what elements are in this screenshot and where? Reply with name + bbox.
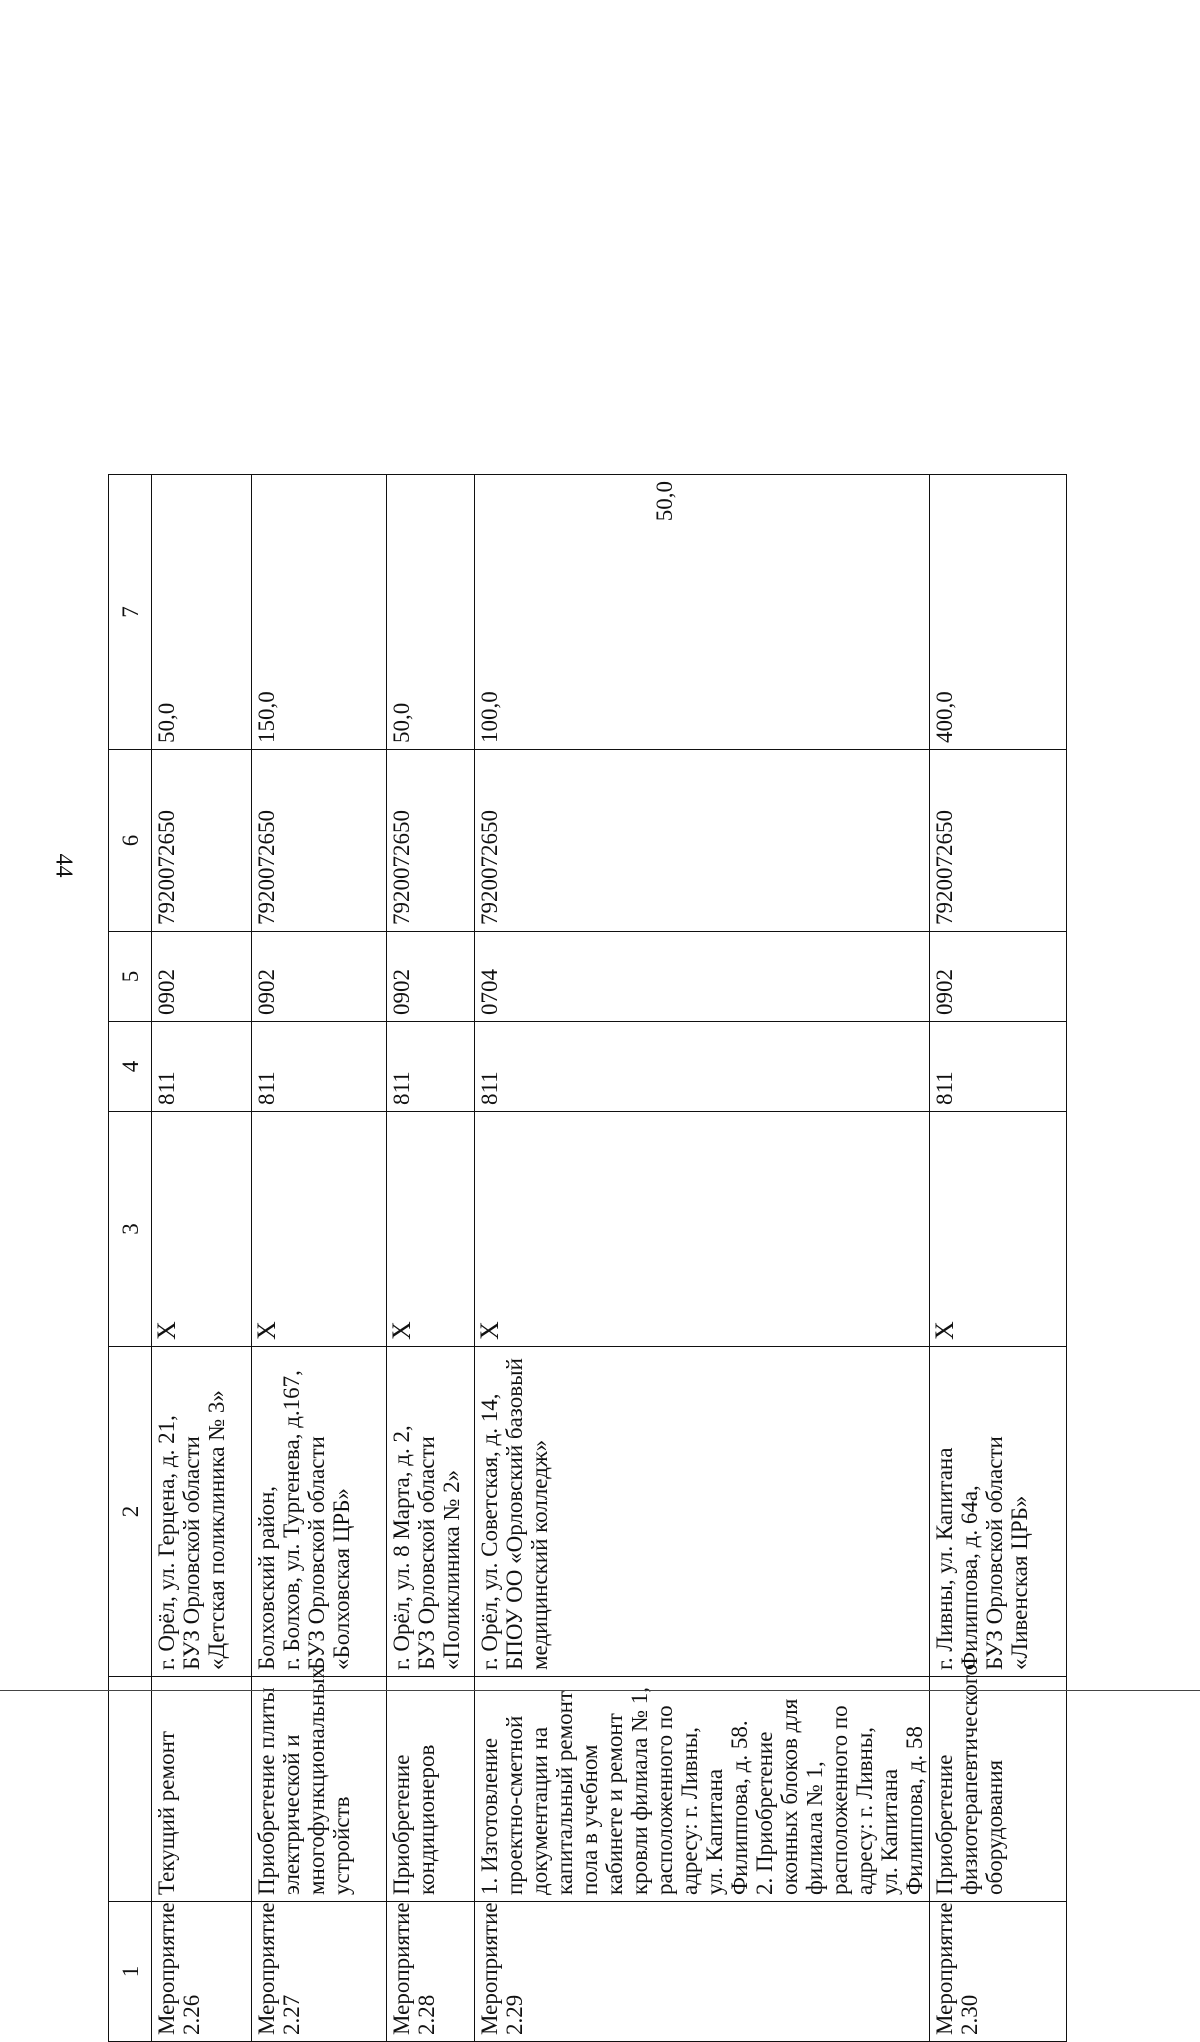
col3-cell: Х [475, 1112, 930, 1347]
col6-cell: 7920072650 [475, 750, 930, 932]
col7-cell [152, 475, 252, 750]
table-row [387, 475, 475, 2042]
col4-cell: 811 [387, 1022, 475, 1112]
header-cell-6: 6 [109, 750, 152, 932]
table-row [252, 475, 387, 2042]
col6-cell: 7920072650 [152, 750, 252, 932]
col4-cell: 811 [475, 1022, 930, 1112]
measures-table [108, 474, 1067, 2042]
header-cell-3: 3 [109, 1112, 152, 1347]
col7-value: 50,0 [389, 702, 414, 743]
address-cell: г. Ливны, ул. Капитана Филиппова, д. 64а, БУЗ Орловской области «Ливенская ЦРБ» [930, 1347, 1067, 1677]
col5-cell: 0902 [387, 932, 475, 1022]
col6-cell: 7920072650 [252, 750, 387, 932]
header-cell-5: 5 [109, 932, 152, 1022]
page-edge-line [0, 1690, 1200, 1691]
event-cell: Мероприятие 2.29 [475, 1902, 930, 2042]
event-cell: Мероприятие 2.28 [387, 1902, 475, 2042]
header-cell-7: 7 [109, 475, 152, 750]
work-cell: Приобретение плиты электрической и многофункциональных устройств [252, 1677, 387, 1902]
table-row [152, 475, 252, 2042]
work-cell: Приобретение кондиционеров [387, 1677, 475, 1902]
col4-cell: 811 [152, 1022, 252, 1112]
address-cell: г. Орёл, ул. 8 Марта, д. 2, БУЗ Орловской области «Поликлиника № 2» [387, 1347, 475, 1677]
col7-value: 400,0 [932, 691, 957, 743]
table-row [930, 475, 1067, 2042]
col7-value: 50,0 [154, 702, 179, 743]
col5-cell: 0902 [252, 932, 387, 1022]
event-cell: Мероприятие 2.26 [152, 1902, 252, 2042]
col4-cell: 811 [930, 1022, 1067, 1112]
header-row [109, 475, 152, 2042]
col7-cell [387, 475, 475, 750]
col7-value: 100,0 [477, 691, 502, 743]
col7-extra-value: 50,0 [652, 481, 677, 522]
event-cell: Мероприятие 2.27 [252, 1902, 387, 2042]
col3-cell: Х [252, 1112, 387, 1347]
col5-cell: 0704 [475, 932, 930, 1022]
col3-cell: Х [930, 1112, 1067, 1347]
event-cell: Мероприятие 2.30 [930, 1902, 1067, 2042]
col4-cell: 811 [252, 1022, 387, 1112]
table-row [475, 475, 930, 2042]
work-cell: Приобретение физиотерапевтического оборудования [930, 1677, 1067, 1902]
col3-cell: Х [387, 1112, 475, 1347]
address-cell: Болховский район, г. Болхов, ул. Тургенева, д.167, БУЗ Орловской области «Болховская ЦРБ» [252, 1347, 387, 1677]
col5-cell: 0902 [930, 932, 1067, 1022]
col5-cell: 0902 [152, 932, 252, 1022]
address-cell: г. Орёл, ул. Герцена, д. 21, БУЗ Орловской области «Детская поликлиника № 3» [152, 1347, 252, 1677]
col7-cell [930, 475, 1067, 750]
header-cell-1-sub [109, 1677, 152, 1902]
page-number: 44 [50, 853, 77, 878]
col7-value: 150,0 [254, 691, 279, 743]
work-cell: Текущий ремонт [152, 1677, 252, 1902]
col7-cell [475, 475, 930, 750]
table-container [108, 475, 1032, 2042]
col6-cell: 7920072650 [387, 750, 475, 932]
header-cell-4: 4 [109, 1022, 152, 1112]
header-cell-2: 2 [109, 1347, 152, 1677]
col6-cell: 7920072650 [930, 750, 1067, 932]
col3-cell: Х [152, 1112, 252, 1347]
work-cell: 1. Изготовление проектно-сметной документации на капитальный ремонт пола в учебном кабинете и ремонт кровли филиала № 1, расположенного по адресу: г. Ливны, ул. Капитана Филиппова, д. 58. 2. Приобретение оконных блоков для филиала № 1, расположенного по адресу: г. Ливны, ул. Капитана Филиппова, д. 58 [475, 1677, 930, 1902]
header-cell-1: 1 [109, 1902, 152, 2042]
col7-cell [252, 475, 387, 750]
address-cell: г. Орёл, ул. Советская, д. 14, БПОУ ОО «Орловский базовый медицинский колледж» [475, 1347, 930, 1677]
